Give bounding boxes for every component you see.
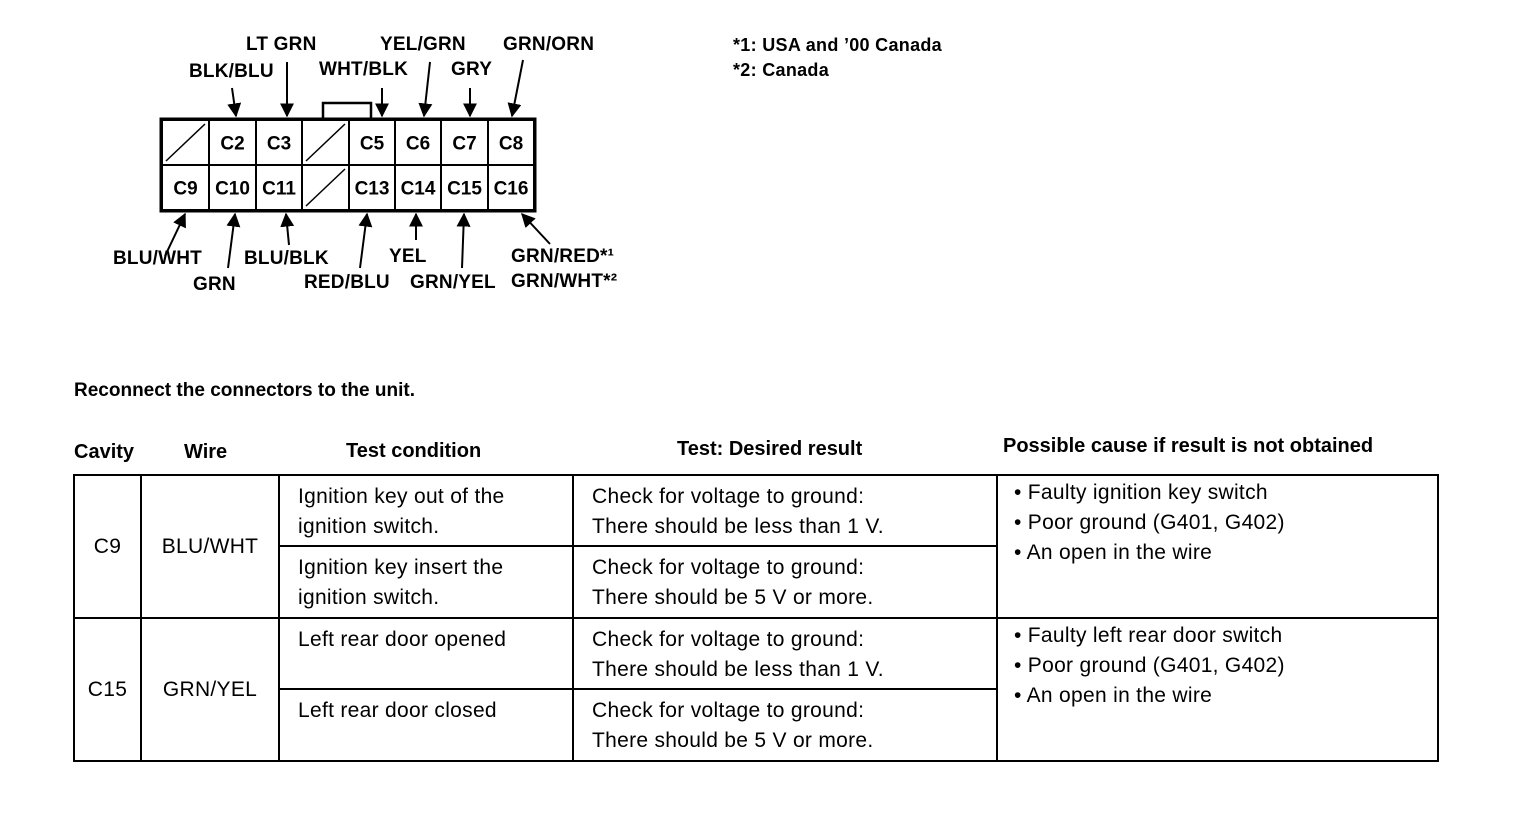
- arrow-grn-orn: [512, 60, 523, 116]
- arrow-yel-grn: [424, 62, 430, 116]
- result-cell: Check for voltage to ground: There should be less than 1 V.: [573, 475, 997, 546]
- header-wire: Wire: [184, 441, 228, 463]
- footnote-1: *1: USA and ’00 Canada: [733, 35, 942, 55]
- wire-label-yel-grn: YEL/GRN: [380, 34, 466, 55]
- cavity-label: C8: [498, 133, 524, 155]
- wire-cell: GRN/YEL: [141, 618, 279, 761]
- wire-label-grn-red: GRN/RED*¹: [511, 246, 615, 267]
- wire-label-wht-blk: WHT/BLK: [319, 59, 408, 80]
- cavity-label: C7: [452, 133, 477, 155]
- connector-lock-tab: [323, 103, 371, 120]
- cavity-label: C2: [220, 133, 245, 155]
- arrow-blk-blu: [232, 88, 236, 116]
- cavity-cell: C15: [74, 618, 141, 761]
- cavity-label: C6: [405, 133, 431, 155]
- arrow-grn-yel: [462, 214, 464, 268]
- condition-cell: Left rear door closed: [279, 689, 573, 761]
- wire-label-blu-wht: BLU/WHT: [113, 248, 202, 269]
- wire-label-grn-wht: GRN/WHT*²: [511, 271, 618, 292]
- condition-cell: Ignition key insert the ignition switch.: [279, 546, 573, 618]
- instruction-text: Reconnect the connectors to the unit.: [74, 380, 415, 401]
- arrow-grn: [228, 214, 235, 268]
- cavity-label: C10: [215, 178, 250, 200]
- result-cell: Check for voltage to ground: There should be 5 V or more.: [573, 689, 997, 761]
- cavity-label: C16: [493, 178, 529, 200]
- wire-label-grn-yel: GRN/YEL: [410, 272, 496, 293]
- wire-label-blu-blk: BLU/BLK: [244, 248, 329, 269]
- result-cell: Check for voltage to ground: There should be less than 1 V.: [573, 618, 997, 689]
- table-row: [74, 475, 1438, 546]
- cavity-label: C3: [266, 133, 292, 155]
- wire-label-red-blu: RED/BLU: [304, 272, 390, 293]
- condition-cell: Left rear door opened: [279, 618, 573, 689]
- cavity-label: C13: [354, 178, 390, 200]
- header-desired-result: Test: Desired result: [677, 438, 863, 460]
- wire-label-grn-orn: GRN/ORN: [503, 34, 595, 55]
- test-table: [73, 474, 1439, 762]
- table-row: [74, 618, 1438, 689]
- arrow-red-blu: [360, 214, 367, 268]
- wire-label-grn: GRN: [193, 274, 236, 295]
- result-cell: Check for voltage to ground: There should be 5 V or more.: [573, 546, 997, 618]
- cavity-label: C5: [359, 133, 385, 155]
- wire-label-gry: GRY: [451, 59, 493, 80]
- wire-label-blk-blu: BLK/BLU: [189, 61, 274, 82]
- header-possible-cause: Possible cause if result is not obtained: [1003, 435, 1374, 457]
- cavity-label: C11: [262, 178, 296, 200]
- cause-cell: • Faulty left rear door switch • Poor ground (G401, G402) • An open in the wire: [997, 618, 1438, 761]
- arrow-grn-red: [522, 214, 550, 244]
- cavity-label: C14: [400, 178, 436, 200]
- footnote-2: *2: Canada: [733, 60, 830, 80]
- cavity-label: C9: [173, 178, 198, 200]
- cavity-cell: C9: [74, 475, 141, 618]
- wire-label-lt-grn: LT GRN: [246, 34, 317, 55]
- header-cavity: Cavity: [74, 441, 135, 463]
- arrow-blu-blk: [286, 214, 289, 245]
- condition-cell: Ignition key out of the ignition switch.: [279, 475, 573, 546]
- cavity-label: C15: [447, 178, 482, 200]
- wire-label-yel: YEL: [389, 246, 427, 267]
- wire-cell: BLU/WHT: [141, 475, 279, 618]
- cause-cell: • Faulty ignition key switch • Poor ground (G401, G402) • An open in the wire: [997, 475, 1438, 618]
- header-test-condition: Test condition: [346, 440, 482, 462]
